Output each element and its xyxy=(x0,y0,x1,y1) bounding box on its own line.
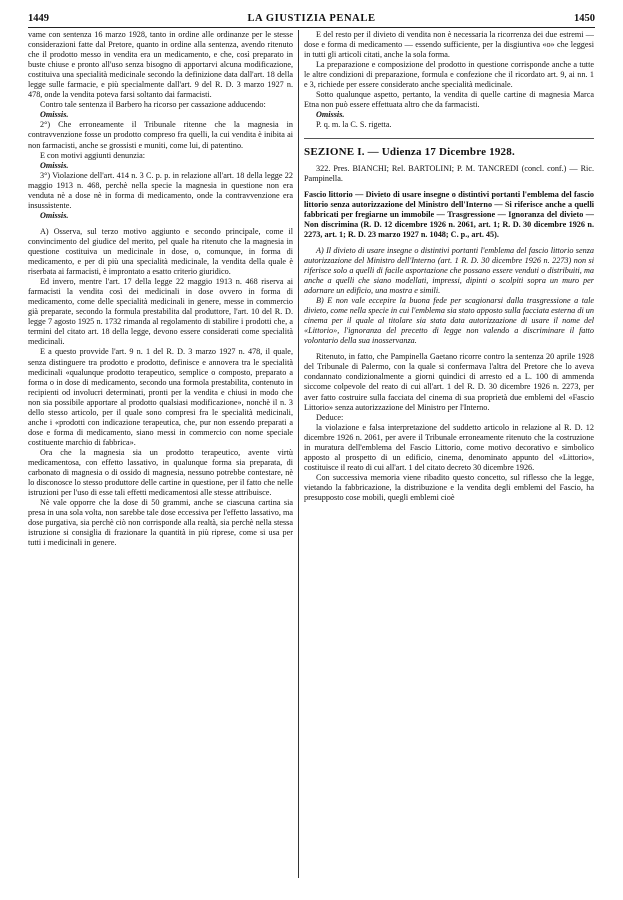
paragraph: Deduce: xyxy=(316,412,344,422)
paragraph: A) Osserva, sul terzo motivo aggiunto e secondo principale, come il convincimento del giudice del merito, pel quale ha ritenuto che la magnesia in questione costituiva un medicinale in dose, o, comunque, in forma di medicamento, e per di più una specialità medicinale, la vendita della quale è riserbata ai farmacisti, è improntato a esatto criterio giuridico. xyxy=(28,226,293,277)
case-summary: Fascio littorio — Divieto di usare insegne o distintivi portanti l'emblema del fascio littorio senza autorizzazione del Ministro dell'Interno — Si riferisce anche a quelli fabbricati per fregiarne un immobile — Trasgressione — Ignoranza del divieto — Non discrimina (R. D. 12 dicembre 1926 n. 2061, art. 1; R. D. 30 dicembre 1926 n. 2273, art. 1; R. D. 23 marzo 1927 n. 1048; C. p., art. 45). xyxy=(304,189,594,239)
page-header xyxy=(28,10,595,26)
section-separator xyxy=(304,138,594,139)
paragraph: Nè vale opporre che la dose di 50 grammi, anche se ciascuna cartina sia presa in una sola volta, non sarebbe tale dose eccessiva per l'effetto lassativo, ma dose purgativa, sia perchè ciò non corrisponde alla realtà, sia perchè nella stessa istruzione si consiglia di frazionare la quantità in più riprese, come si usa per tutti i medicinali in genere. xyxy=(28,498,293,548)
right-page-number: 1450 xyxy=(573,12,595,24)
journal-title: LA GIUSTIZIA PENALE xyxy=(247,12,376,24)
paragraph: E a questo provvide l'art. 9 n. 1 del R. D. 3 marzo 1927 n. 478, il quale, senza distinguere tra prodotto e prodotto, definisce e annovera tra le specialità medicinali «qualunque prodotto terapeutico, semplice o composto, preparato a forma o in dose di medicamento, secondo una formola prestabilita, contenuto in recipienti od involucri determinati, pronti per la vendita e chiusi in modo che non sia possibile apportare al prodotto qualsiasi modificazione», nonchè il n. 3 dello stesso articolo, per il quale sono compresi fra le specialità medicinali, anche i «prodotti con indicazione terapeutica, che, pur non essendo preparati a dose e forma di medicamento, siano messi in commercio con nome speciale costituente marchio di fabbrica». xyxy=(28,347,293,447)
column-divider xyxy=(298,30,299,878)
paragraph: la violazione e falsa interpretazione del suddetto articolo in relazione al R. D. 12 dicembre 1926 n. 2061, per avere il Tribunale erroneamente ritenuto che la costruzione in muratura dell'emblema del Fascio Littorio, come motivo decorativo e simbolico apposto al prospetto di un edificio, cinema, denominato appunto del «Littorio», costituisce il reato di cui all'art. 1 del citato decreto 30 dicembre 1926. xyxy=(304,422,594,472)
left-column xyxy=(28,30,293,548)
paragraph: La preparazione e composizione del prodotto in questione corrisponde anche a tutte le altre condizioni di preparazione, formula e confezione che il ricordato art. 9, ai nn. 1 e 3, richiede per essere considerato anche specialità medicinale. xyxy=(304,60,594,90)
paragraph: Ritenuto, in fatto, che Pampinella Gaetano ricorre contro la sentenza 20 aprile 1928 del Tribunale di Palermo, con la quale si confermava l'altra del Pretore che lo aveva condannato condizionalmente a giorni quindici di arresto ed a L. 100 di ammenda siccome colpevole del reato di cui all'art. 1 del R. D. 30 dicembre 1926 n. 2273, per aver fatto costruire sulla facciata del cinema di sua proprietà due emblemi del «Fascio Littorio» senza autorizzazione del Ministro per l'Interno. xyxy=(304,352,594,412)
paragraph: E con motivi aggiunti denunzia: xyxy=(40,150,146,160)
omissis: Omissis. xyxy=(316,110,345,120)
paragraph: Con successiva memoria viene ribadito questo concetto, sul riflesso che la legge, vietando la fabbricazione, la distribuzione e la vendita degli emblemi del Fascio, ha presupposto cose mobili, quegli emblemi cioè xyxy=(304,472,594,502)
paragraph: Sotto qualunque aspetto, pertanto, la vendita di quelle cartine di magnesia Marca Etna non può essere effettuata altro che da farmacisti. xyxy=(304,90,594,110)
principle-b: B) E non vale eccepire la buona fede per scagionarsi dalla trasgressione a tale divieto, come nella specie in cui l'emblema sia stato apposto sulla facciata esterna di un cinema per il quale al titolare sia stata data autorizzazione di usare il nome del «Littorio», l'ignoranza del precetto di legge non valendo a discriminare il fatto volontario della sua inosservanza. xyxy=(304,296,594,346)
paragraph: Ed invero, mentre l'art. 17 della legge 22 maggio 1913 n. 468 riserva ai farmacisti la vendita così dei medicinali in dose ovvero in forma di medicamento, come delle specialità medicinali in genere, messe in commercio già preparate, secondo la formula prestabilita dal produttore, l'art. 10 del R. D. legge 7 agosto 1925 n. 1732 rimanda al regolamento di stabilire i prodotti che, a termini del citato art. 18 della legge, devono essere considerati come specialità medicinali. xyxy=(28,277,293,347)
header-rule xyxy=(28,27,595,28)
case-parties: 322. Pres. BIANCHI; Rel. BARTOLINI; P. M. TANCREDI (concl. conf.) — Ric. Pampinella. xyxy=(304,163,594,183)
right-column xyxy=(304,30,594,503)
omissis: Omissis. xyxy=(40,160,69,170)
paragraph: Ora che la magnesia sia un prodotto terapeutico, avente virtù medicamentosa, con effetto lassativo, in qualunque forma sia preparata, di carbonato di magnesia o di ossido di magnesia, nessuno potrebbe contestare, nè lo disconosce lo stesso produttore delle cartine in questione, per il fatto che nelle istruzioni per l'uso di esse tali effetti medicamentosi alle stesse attribuisce. xyxy=(28,447,293,498)
paragraph: P. q. m. la C. S. rigetta. xyxy=(316,120,392,130)
paragraph: 2°) Che erroneamente il Tribunale ritenne che la magnesia in contravvenzione fosse un prodotto compreso fra quelli, la cui vendita è inibita ai non farmacisti, anche se grossisti e muniti, come lui, di patentino. xyxy=(28,120,293,150)
principle-a: A) Il divieto di usare insegne o distintivi portanti l'emblema del fascio littorio senza autorizzazione del Ministro dell'Interno (art. 1 R. D. 30 dicembre 1926 n. 2273) non si riferisce solo a quelli di facile asportazione che possano essere venduti o distribuiti, ma anche a quelli che siano modellati, impressi, dipinti o scolpiti sopra un muro per adornare un edificio, una mostra e simili. xyxy=(304,245,594,296)
omissis: Omissis. xyxy=(40,210,69,220)
section-heading: SEZIONE I. — Udienza 17 Dicembre 1928. xyxy=(304,146,515,159)
paragraph: vame con sentenza 16 marzo 1928, tanto in ordine alle ordinanze per le stesse considerazioni fatte dal Pretore, quanto in ordine alla sentenza, avendo ritenuto che il prodotto messo in vendita era un medicamento, e che, così preparato in buste chiuse e pronto all'uso senza bisogno di apportarvi alcuna modificazione, costituiva una specialità medicinale secondo la definizione data dall'art. 18 della legge sulle farmacie, e più specialmente dall'art. 9 del R. D. 3 marzo 1927 n. 478, onde la vendita poteva farsi soltanto dai farmacisti. xyxy=(28,30,293,100)
paragraph: Contro tale sentenza il Barbero ha ricorso per cassazione adducendo: xyxy=(40,100,266,110)
omissis: Omissis. xyxy=(40,110,69,120)
paragraph: 3°) Violazione dell'art. 414 n. 3 C. p. p. in relazione all'art. 18 della legge 22 maggio 1913 n. 468, perchè nella specie la magnesia in questione non era venduta nè a dose nè in forma di medicamento, onde la contravvenzione era insussistente. xyxy=(28,170,293,210)
paragraph: E del resto per il divieto di vendita non è necessaria la ricorrenza dei due estremi — dose e forma di medicamento — essendo sufficiente, per la disgiuntiva «o» che leggesi in tutti gli articoli citati, anche la sola forma. xyxy=(304,30,594,60)
left-page-number: 1449 xyxy=(28,12,49,24)
